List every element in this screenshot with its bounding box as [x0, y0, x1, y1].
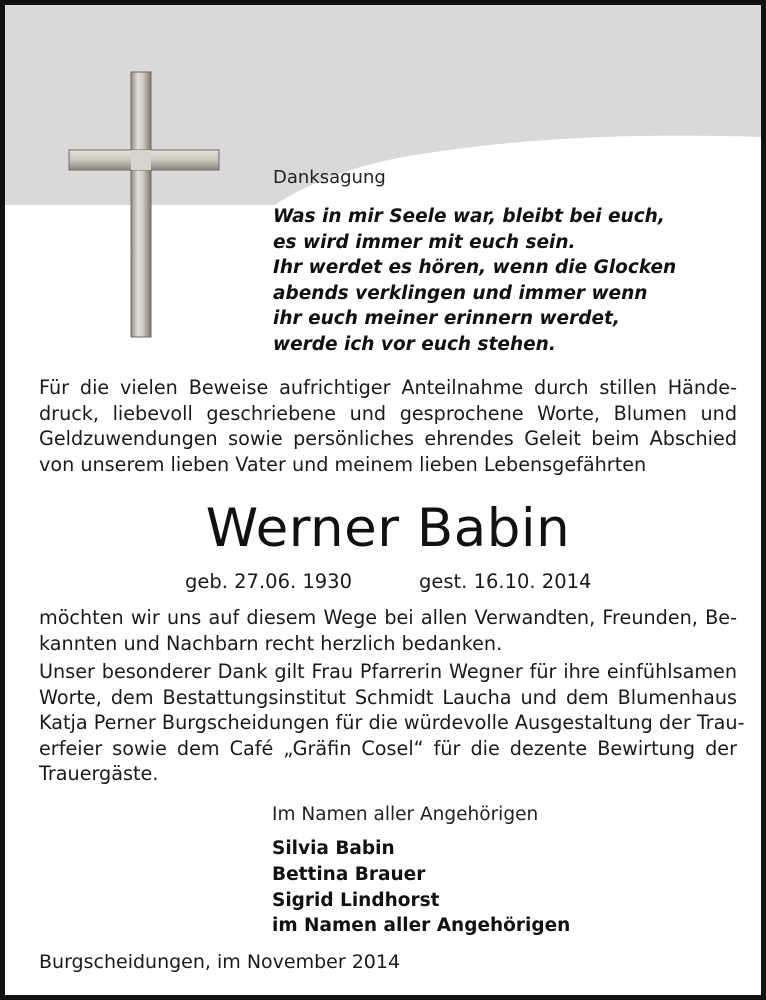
paragraph-line: von unserem lieben Vater und meinem lieben Lebensgefährten: [39, 452, 647, 476]
poem: [273, 204, 676, 357]
thanks-paragraph: [39, 605, 737, 656]
paragraph-line: Unser besonderer Dank gilt Frau Pfarrerin Wegner für ihre einfühlsamen: [39, 660, 737, 683]
intro-paragraph: [39, 375, 737, 477]
signer-name: Sigrid Lindhorst: [272, 889, 440, 911]
paragraph-line: Trauergäste.: [39, 762, 159, 785]
poem-line: es wird immer mit euch sein.: [273, 231, 576, 253]
poem-line: abends verklingen und immer wenn: [273, 282, 648, 304]
place-and-date: Burgscheidungen, im November 2014: [39, 951, 401, 973]
paragraph-line: Worte, dem Bestattungsinstitut Schmidt Laucha und dem Blumenhaus: [39, 685, 737, 709]
signer-name: Bettina Brauer: [272, 863, 426, 885]
poem-line: Was in mir Seele war, bleibt bei euch,: [273, 206, 665, 227]
paragraph-line: kannten und Nachbarn recht herzlich bedanken.: [39, 631, 503, 655]
signers-list: [272, 836, 570, 939]
paragraph-line: möchten wir uns auf diesem Wege bei allen Verwandten, Freunden, Be-: [39, 606, 737, 629]
signer-name: Silvia Babin: [272, 838, 395, 859]
special-thanks-paragraph: [39, 659, 745, 787]
death-date: gest. 16.10. 2014: [419, 570, 592, 593]
poem-line: werde ich vor euch stehen.: [273, 333, 556, 355]
paragraph-line: druck, liebevoll geschriebene und gesprochene Worte, Blumen und: [39, 401, 737, 425]
cross-icon: [65, 70, 225, 340]
birth-date: geb. 27.06. 1930: [185, 570, 352, 593]
signer-name: im Namen aller Angehörigen: [272, 915, 571, 937]
paragraph-line: erfeier sowie dem Café „Gräfin Cosel“ für die dezente Bewirtung der: [39, 736, 737, 760]
signoff: Im Namen aller Angehörigen: [272, 804, 539, 825]
paragraph-line: Geldzuwendungen sowie persönliches ehrendes Geleit beim Abschied: [39, 427, 737, 450]
paragraph-line: Katja Perner Burgscheidungen für die würdevolle Ausgestaltung der Trau-: [39, 711, 745, 734]
notice-heading: Danksagung: [273, 167, 386, 188]
poem-line: ihr euch meiner erinnern werdet,: [273, 308, 620, 329]
deceased-name: Werner Babin: [205, 498, 571, 559]
paragraph-line: Für die vielen Beweise aufrichtiger Anteilnahme durch stillen Hände-: [39, 376, 737, 399]
poem-line: Ihr werdet es hören, wenn die Glocken: [273, 257, 677, 278]
